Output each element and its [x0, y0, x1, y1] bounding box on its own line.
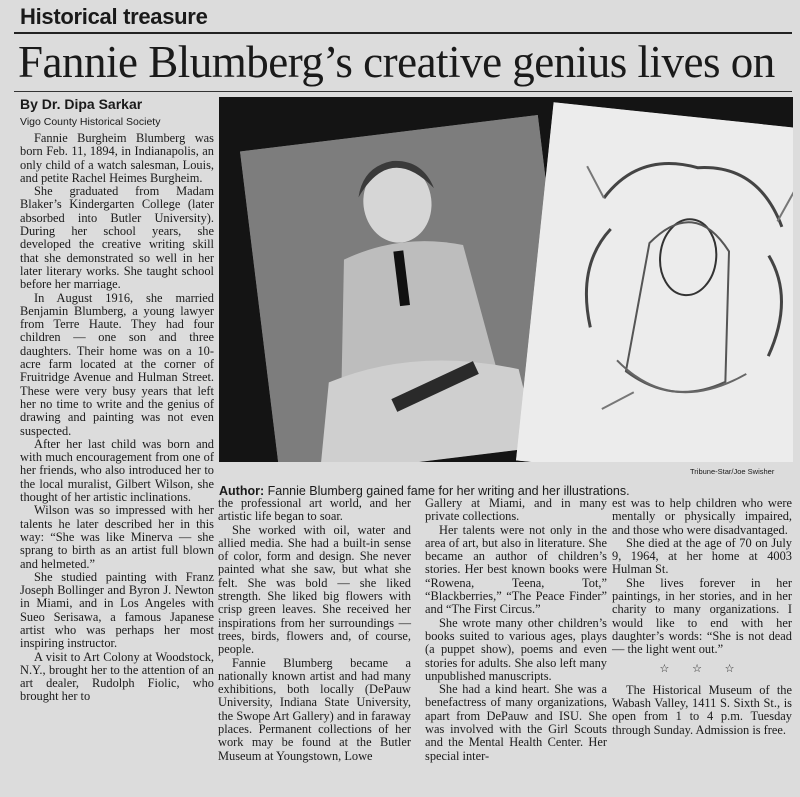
paragraph: After her last child was born and with much encouragement from one of her friends, who also introduced her to the local muralist, Gilbert Wilson, she thought of her artistic inclinations. — [20, 436, 214, 505]
byline: By Dr. Dipa Sarkar — [20, 96, 143, 112]
headline: Fannie Blumberg’s creative genius lives on — [18, 37, 775, 87]
paragraph: Wilson was so impressed with her talents he later described her in this way: “She was like Minerva — she sprang to birth as an artist full blown and helmeted.” — [20, 503, 214, 571]
photo — [219, 97, 793, 462]
photo-credit: Tribune-Star/Joe Swisher — [690, 467, 775, 476]
paragraph: Fannie Burgheim Blumberg was born Feb. 11, 1894, in Indianapolis, an only child of a watch salesman, Louis, and petite Rachel Heimes Burgheim. — [20, 131, 214, 185]
paragraph: est was to help children who were mentally or physically impaired, and those who were disadvantaged. — [612, 496, 792, 537]
madonna-sketch — [516, 102, 793, 462]
article-column-1 — [20, 132, 214, 797]
section-ornament: ☆ ☆ ☆ — [659, 662, 745, 675]
paragraph: She wrote many other children’s books suited to various ages, plays (a puppet show), poems and even stories for adults. She also left many unpublished manuscripts. — [425, 615, 607, 683]
museum-note: The Historical Museum of the Wabash Valley, 1411 S. Sixth St., is open from 1 to 4 p.m. Tuesday through Sunday. Admission is free. — [612, 682, 792, 737]
caption-text: Fannie Blumberg gained fame for her writing and her illustrations. — [267, 484, 630, 498]
caption-label: Author: — [219, 484, 265, 498]
paragraph: She worked with oil, water and allied media. She had a built-in sense of color, form and design. She never painted what she saw, but what she felt. She was bold — she liked strength. She liked big flowers with crisp green leaves. She received her inspirations from her surroundings — trees, birds, flowers and, of course, people. — [218, 522, 411, 657]
paragraph: She graduated from Madam Blaker’s Kindergarten College (later absorbed into Butler University). During her school years, she developed the creative writing skill that she demonstrated so well in her later literary works. She taught school before her marriage. — [20, 184, 214, 292]
paragraph: She lives forever in her paintings, in her stories, and in her charity to many organizations. I would like to end with her daughter’s words: “She is not dead — the light went out.” — [612, 575, 792, 657]
paragraph: Gallery at Miami, and in many private collections. — [425, 496, 607, 524]
paragraph: She studied painting with Franz Joseph Bollinger and Byron J. Newton in Miami, and in Los Angeles with Sueo Serisawa, a famous Japanese artist who was perhaps her most inspiring instructor. — [20, 569, 214, 651]
article-column-2 — [218, 497, 411, 763]
headline-rule — [14, 91, 792, 92]
illustration-print — [516, 102, 793, 462]
paragraph: In August 1916, she married Benjamin Blumberg, a young lawyer from Terre Haute. They had four children — one son and three daughters. Their home was on a 10-acre farm located at the corner of Fruitridge Avenue and Hulman Street. These were very busy years that left her no time to write and the genius of drawing and painting was not even suspected. — [20, 290, 214, 438]
top-rule — [14, 32, 792, 34]
paragraph: the professional art world, and her artistic life began to soar. — [218, 496, 411, 524]
section-kicker: Historical treasure — [20, 4, 208, 29]
article-column-4 — [612, 497, 792, 737]
paragraph: A visit to Art Colony at Woodstock, N.Y., brought her to the attention of an art dealer, Rudolph Fiolic, who brought her to — [20, 649, 214, 704]
author-affiliation: Vigo County Historical Society — [20, 116, 161, 128]
article-column-3 — [425, 497, 607, 763]
paragraph: Her talents were not only in the area of art, but also in literature. She became an author of children’s stories. Her best known books were “Rowena, Teena, Tot,” “Blackberries,” “The Peace Finder” and “The First Circus.” — [425, 522, 607, 617]
paragraph: She had a kind heart. She was a benefactress of many organizations, apart from DePauw and ISU. She was involved with the Girl Scouts and the Mental Health Center. Her special inter- — [425, 682, 607, 763]
paragraph: Fannie Blumberg became a nationally known artist and had many exhibitions, both locally (DePauw University, Indiana State University, the Swope Art Gallery) and in faraway places. Permanent collections of her work may be found at the Butler Museum at Youngstown, Lowe — [218, 655, 411, 763]
paragraph: She died at the age of 70 on July 9, 1964, at her home at 4003 Hulman St. — [612, 535, 792, 577]
